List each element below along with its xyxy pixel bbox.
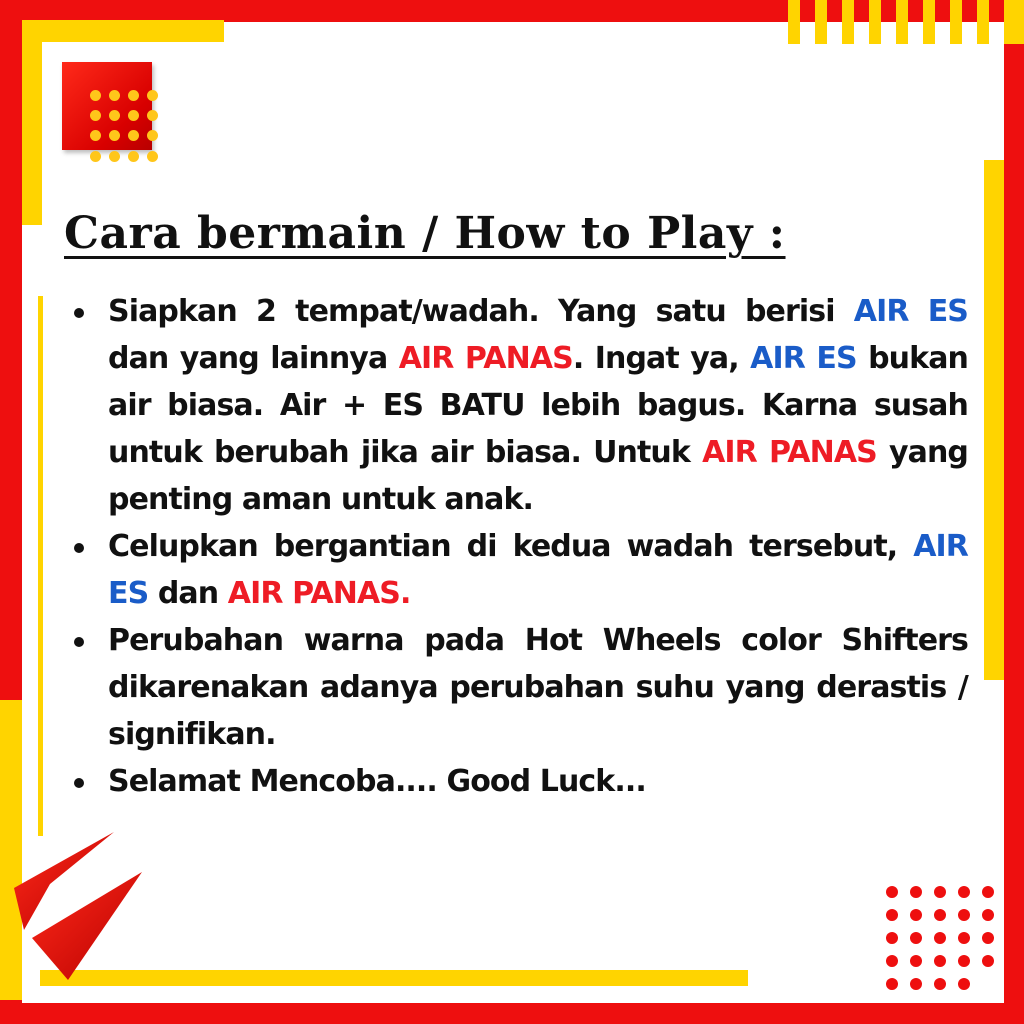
stripe: [1004, 0, 1024, 44]
list-item: Perubahan warna pada Hot Wheels color Shifters dikarenakan adanya perubahan suhu yang derastis / signifikan.: [74, 617, 968, 758]
dot-grid-yellow: [90, 90, 170, 170]
stripe: [977, 0, 989, 44]
page-title: Cara bermain / How to Play :: [64, 208, 786, 259]
frame-bottom: [0, 1003, 1024, 1024]
stripe: [869, 0, 881, 44]
accent-line-right: [984, 160, 1004, 680]
stripe: [923, 0, 935, 44]
stripe: [788, 0, 800, 44]
list-item: Celupkan bergantian di kedua wadah tersebut, AIR ES dan AIR PANAS.: [74, 523, 968, 617]
decor-arrows: [10, 826, 160, 996]
frame-right: [1004, 0, 1024, 1024]
stripe: [950, 0, 962, 44]
accent-line-top: [22, 20, 224, 42]
stripe: [815, 0, 827, 44]
list-item: Siapkan 2 tempat/wadah. Yang satu berisi AIR ES dan yang lainnya AIR PANAS. Ingat ya, AIR ES bukan air biasa. Air + ES BATU lebih bagus. Karna susah untuk berubah jika air biasa. Untuk AIR PANAS yang penting aman untuk anak.: [74, 288, 968, 523]
accent-line-left-top: [22, 20, 42, 225]
stripe: [896, 0, 908, 44]
accent-line-left: [38, 296, 43, 836]
list-item: Selamat Mencoba.... Good Luck...: [74, 758, 968, 805]
dot-grid-red: [886, 886, 1006, 1006]
instruction-list: [74, 288, 968, 805]
stripe: [842, 0, 854, 44]
